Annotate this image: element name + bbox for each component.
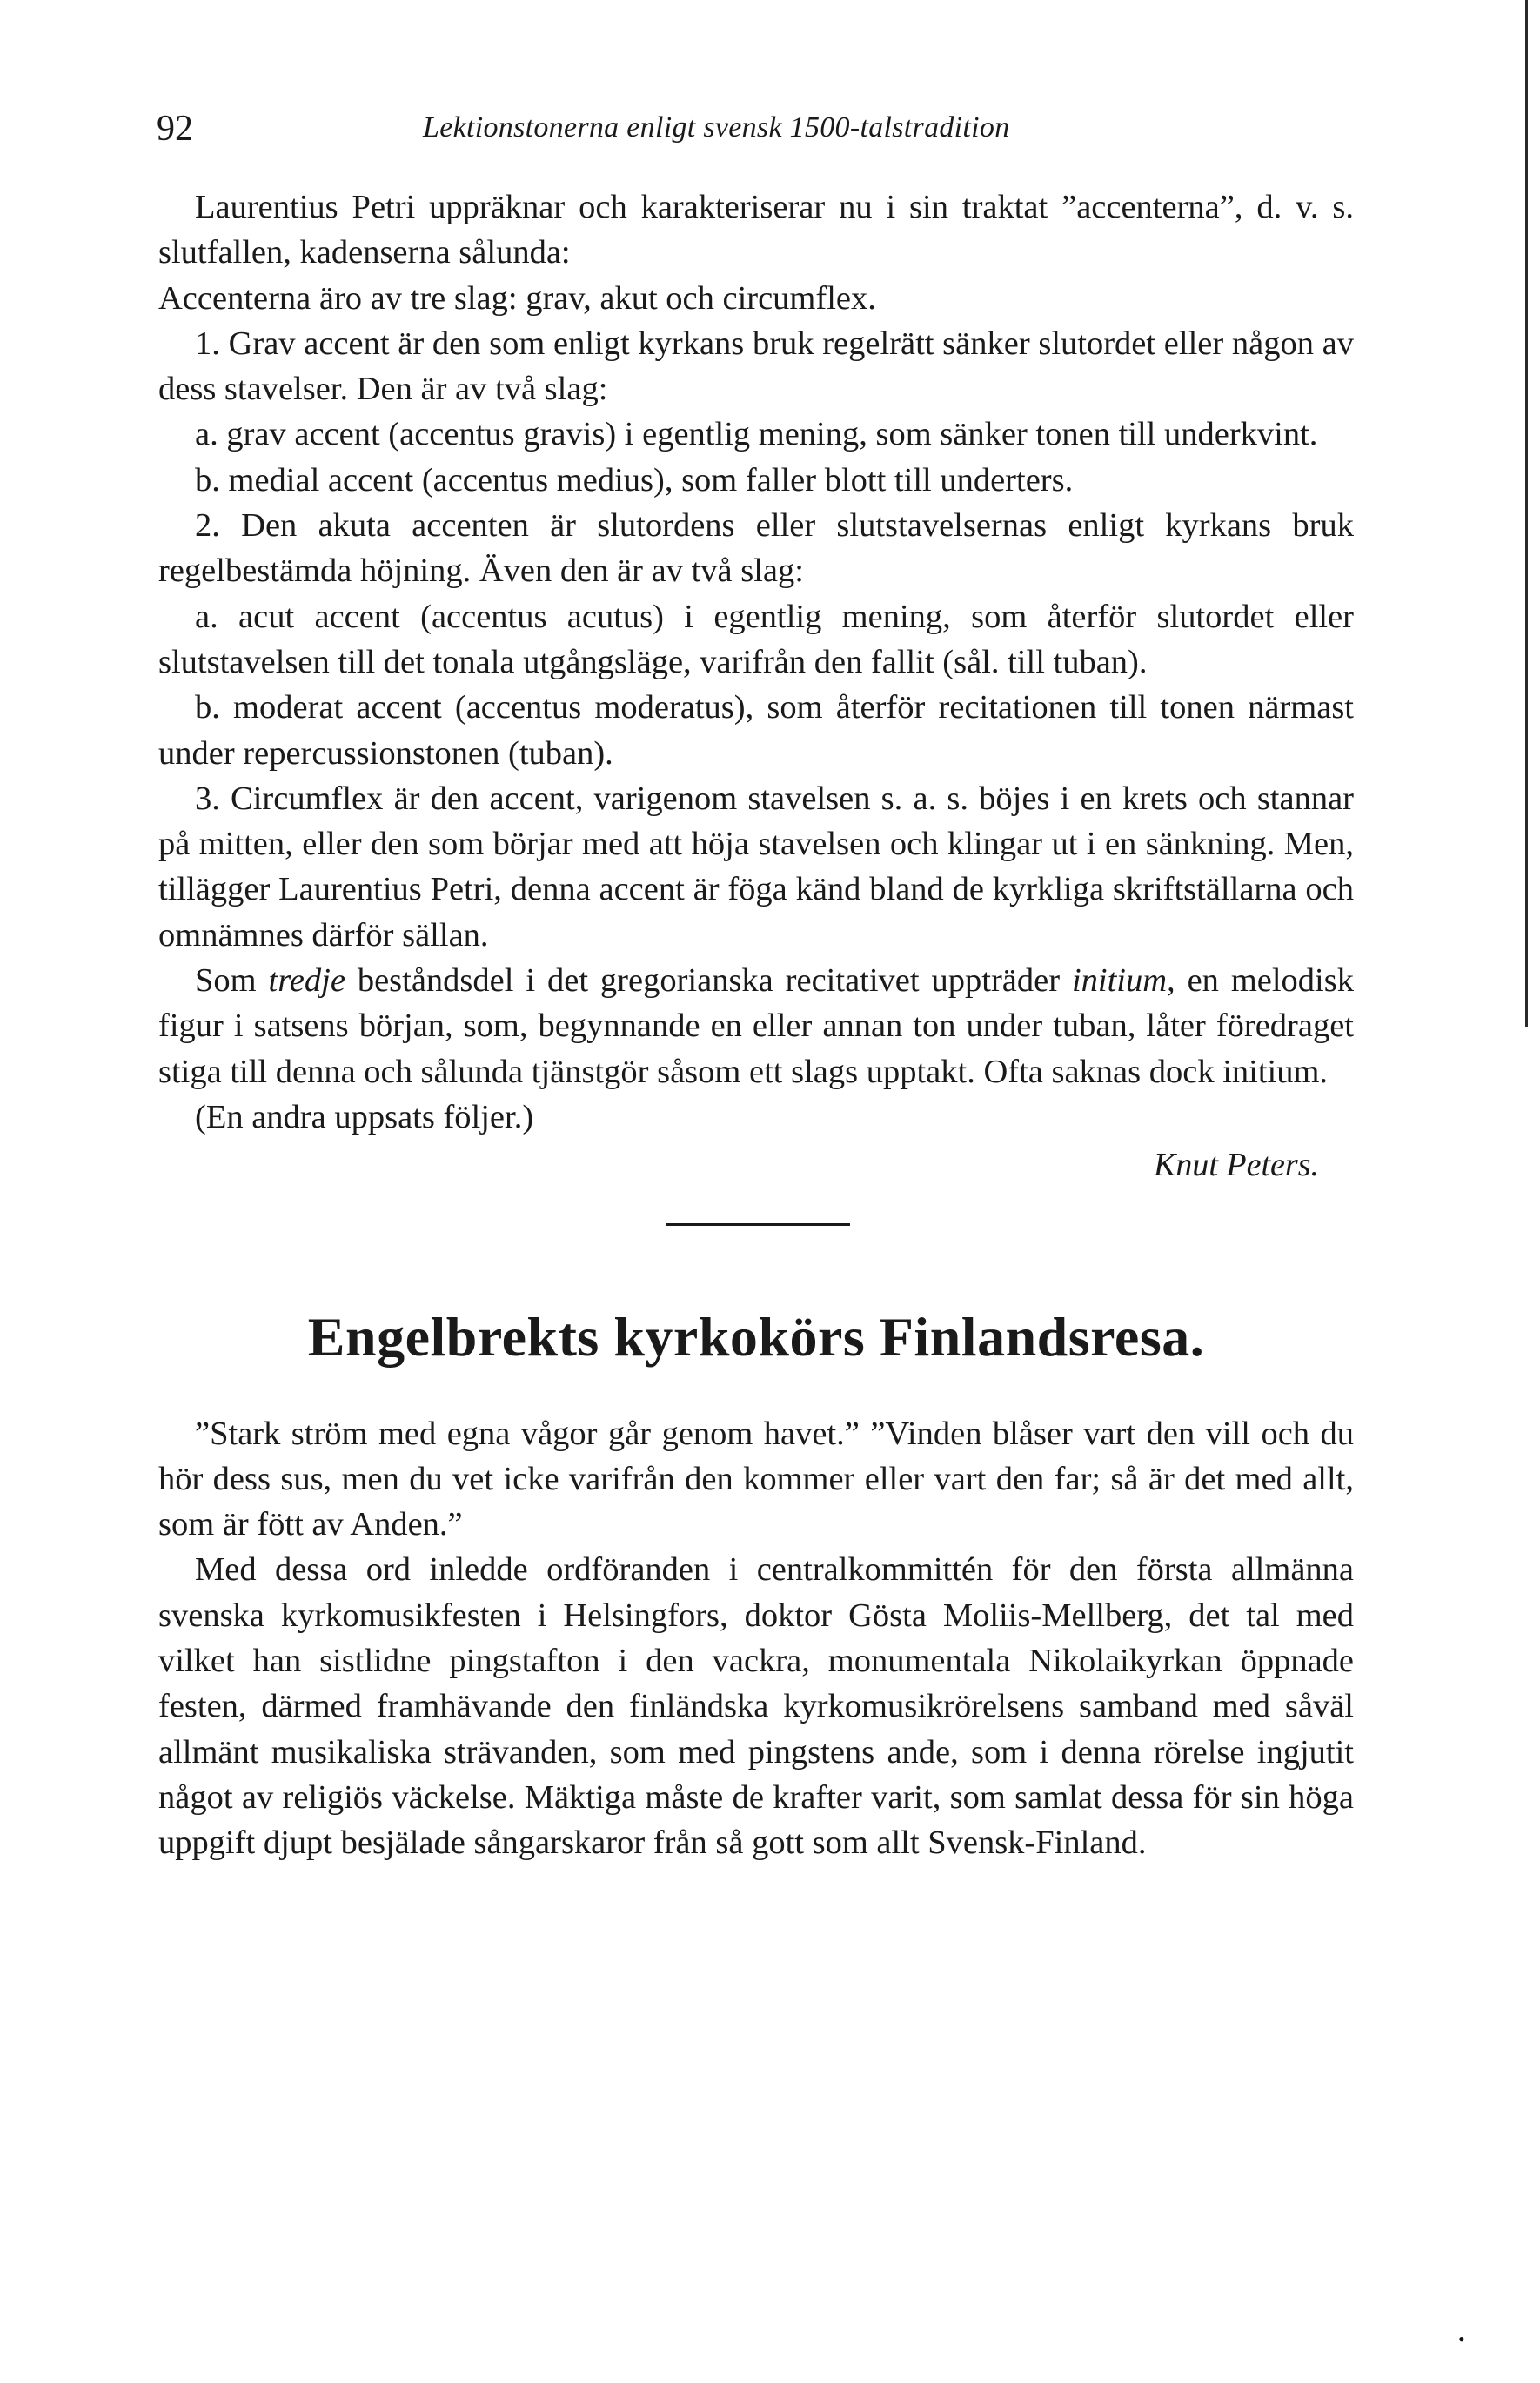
paragraph-initium xyxy=(158,958,1354,1094)
list-item-grav-a: a. grav accent (accentus gravis) i egentlig mening, som sänker tonen till underkvint. xyxy=(195,416,1318,453)
article-title: Engelbrekts kyrkokörs Finlandsresa. xyxy=(307,1306,1205,1369)
list-item-akut: 2. Den akuta accenten är slutordens eller slutstavelsernas enligt kyrkans bruk regelbestämda höjning. Även den är av två slag: xyxy=(158,507,1354,590)
emphasis-tredje: tredje xyxy=(268,962,345,1000)
list-item-grav-b: b. medial accent (accentus medius), som faller blott till underters. xyxy=(195,461,1074,499)
list-item-circumflex: 3. Circumflex är den accent, varigenom stavelsen s. a. s. böjes i en krets och stannar på mitten, eller den som börjar med att höja stavelsen och klingar ut i en sänkning. Men, tillägger Laurentius Petri, denna accent är föga känd bland de kyrkliga skriftställarna och omnämnes därför sällan. xyxy=(158,780,1354,954)
paragraph-intro: Laurentius Petri uppräknar och karakteriserar nu i sin traktat ”accenterna”, d. v. s. slutfallen, kadenserna sålunda: xyxy=(158,189,1354,271)
article-paragraph-body: Med dessa ord inledde ordföranden i centralkommittén för den första allmänna svenska kyrkomusikfesten i Helsingfors, doktor Gösta Moliis-Mellberg, det tal med vilket han sistlidne pingstafton i den vackra, monumentala Nikolaikyrkan öppnade festen, därmed framhävande den finländska kyrkomusikrörelsens samband med såväl allmänt musikaliska strävanden, som med pingstens ande, som i denna rörelse ingjutit något av religiös väckelse. Mäktiga måste de krafter varit, som samlat dessa för sin höga uppgift djupt besjälade sångarskaror från så gott som allt Svensk-Finland. xyxy=(158,1551,1354,1862)
paragraph-accent-types: Accenterna äro av tre slag: grav, akut och circumflex. xyxy=(158,279,876,317)
page-header xyxy=(158,103,1354,155)
section-lektionstonerna xyxy=(158,184,1354,1866)
list-item-akut-a: a. acut accent (accentus acutus) i egentlig mening, som återför slutordet eller slutstavelsen till det tonala utgångsläge, varifrån den fallit (sål. till tuban). xyxy=(158,598,1354,680)
running-title: Lektionstonerna enligt svensk 1500-talstradition xyxy=(423,111,1010,144)
paragraph-closing: (En andra uppsats följer.) xyxy=(195,1098,534,1135)
initium-text-1: Som xyxy=(195,962,269,1000)
list-item-grav: 1. Grav accent är den som enligt kyrkans bruk regelrätt sänker slutordet eller någon av dess stavelser. Den är av två slag: xyxy=(158,325,1354,408)
section-divider xyxy=(666,1223,850,1226)
scan-edge-line xyxy=(1525,0,1528,1027)
list-item-akut-b: b. moderat accent (accentus moderatus), som återför recitationen till tonen närmast under repercussionstonen (tuban). xyxy=(158,689,1354,772)
author-signature: Knut Peters. xyxy=(1154,1147,1319,1184)
initium-text-3: en melodisk figur i satsens början, som, begynnande en eller annan ton under tuban, låter föredraget stiga till denna och sålunda tjänstgör såsom ett slags upptakt. Ofta saknas dock initium. xyxy=(158,962,1354,1090)
page-number: 92 xyxy=(157,109,193,149)
article-paragraph-quote: ”Stark ström med egna vågor går genom havet.” ”Vinden blåser vart den vill och du hör dess sus, men du vet icke varifrån den kommer eller vart den far; så är det med allt, som är fött av Anden.” xyxy=(158,1415,1354,1543)
initium-text-2: beståndsdel i det gregorianska recitativet uppträder xyxy=(345,962,1072,1000)
page xyxy=(158,103,1354,1866)
emphasis-initium: initium, xyxy=(1071,962,1175,1000)
bullet-mark: • xyxy=(1458,2328,1465,2350)
